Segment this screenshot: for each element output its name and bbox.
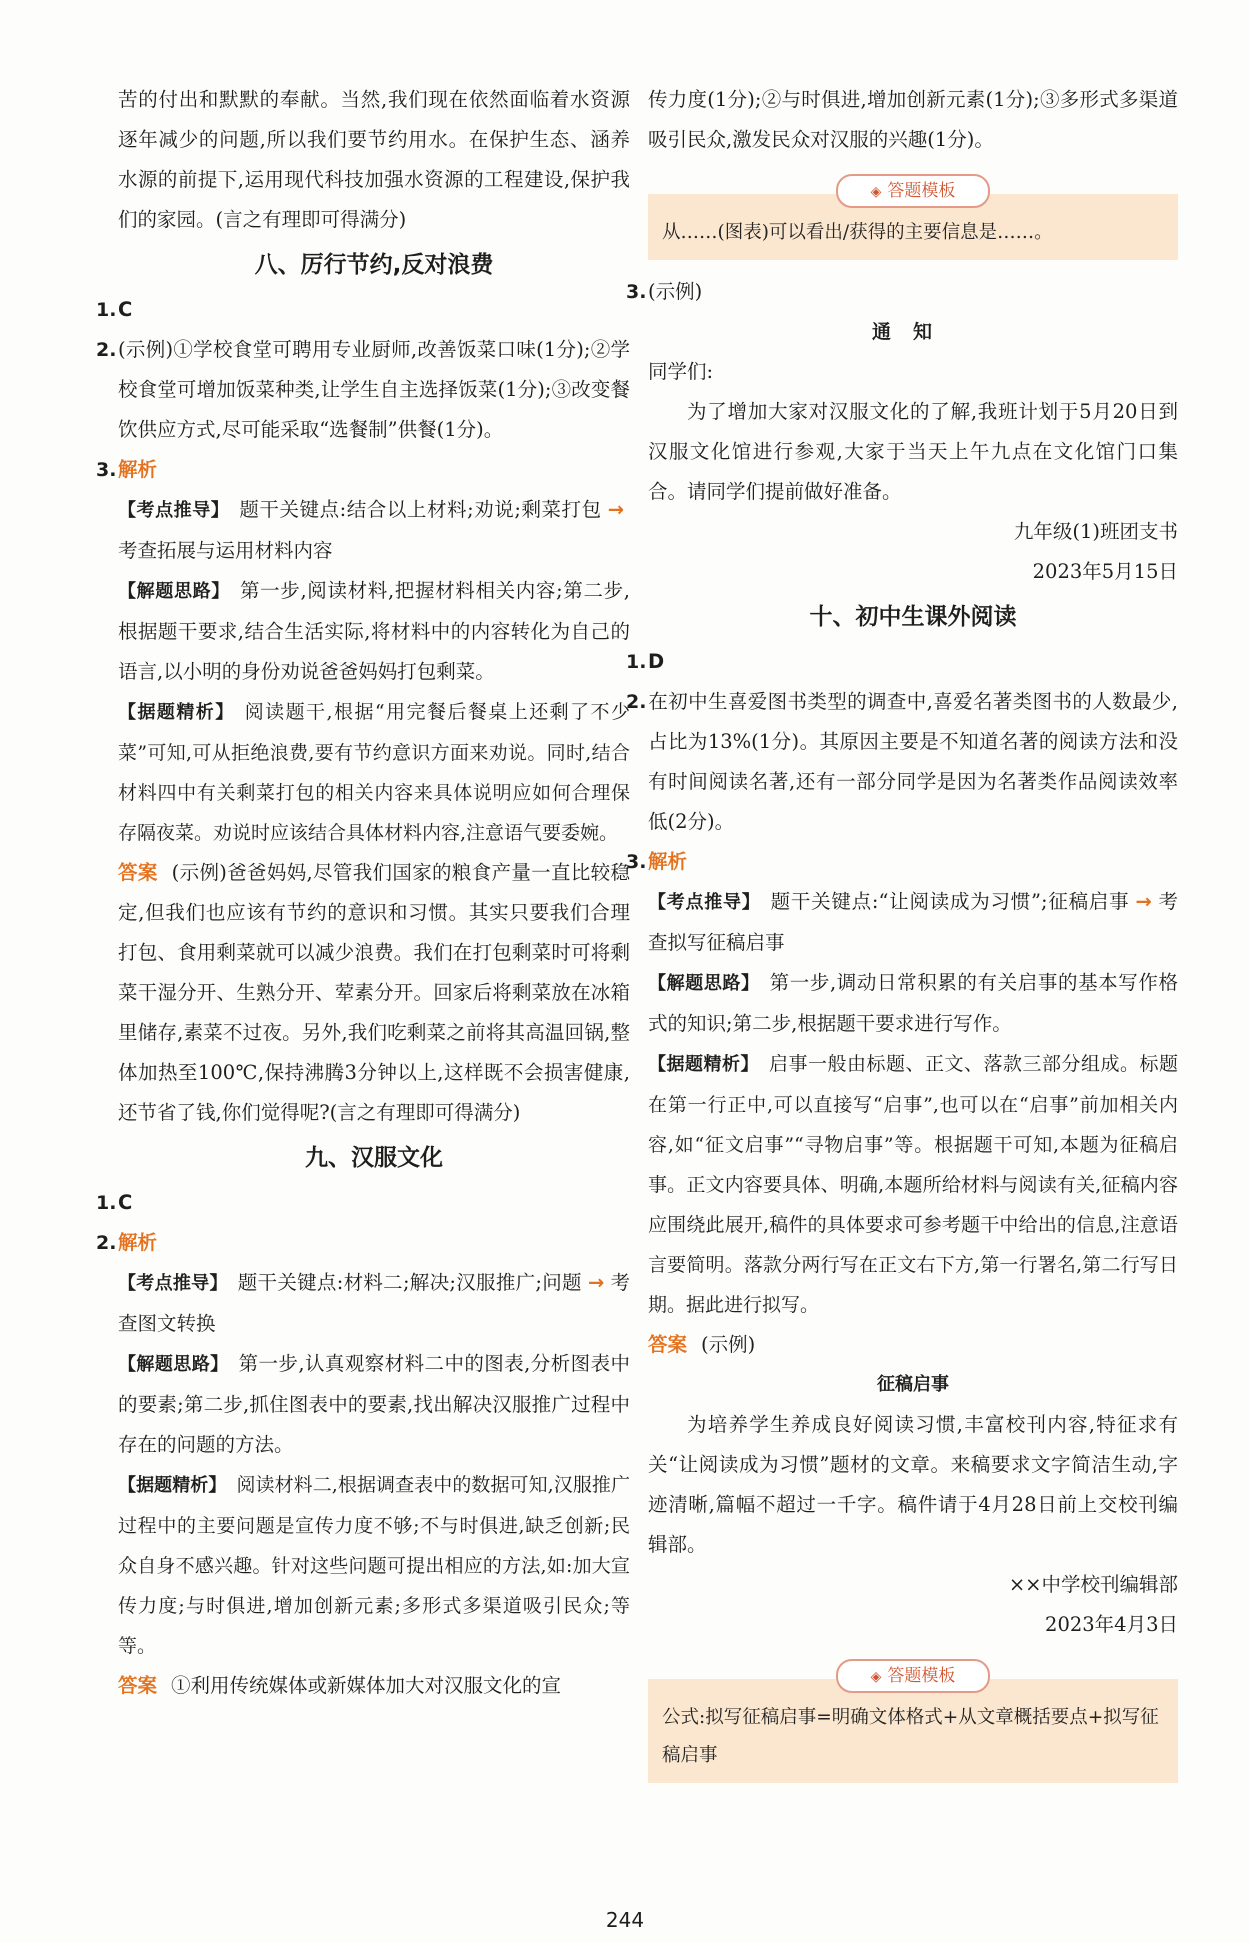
section-8-title: 八、厉行节约,反对浪费 [254,252,494,278]
sec10-jieti: 【解题思路】 第一步,调动日常积累的有关启事的基本写作格式的知识;第二步,根据题干要求进行写作。 [648,971,1179,1035]
sec10-q3: 3.解析 [648,842,1178,882]
notice-greeting: 同学们: [648,360,714,383]
sec9-answer-continued: 传力度(1分);②与时俱进,增加创新元素(1分);③多形式多渠道吸引民众,激发民众对汉服的兴趣(1分)。 [648,88,1178,151]
template-text: 公式:拟写征稿启事=明确文体格式+从文章概括要点+拟写征稿启事 [648,1679,1178,1783]
sec9-kaodian: 【考点推导】 题干关键点:材料二;解决;汉服推广;问题 → 考查图文转换 [118,1271,630,1335]
section-9-title: 九、汉服文化 [305,1145,443,1171]
question-number: 1. [96,1192,117,1214]
question-number: 1. [626,651,647,673]
notice-date: 2023年5月15日 [1032,560,1178,583]
zhenggao-body: 为培养学生养成良好阅读习惯,丰富校刊内容,特征求有关“让阅读成为习惯”题材的文章。来稿要求文字简洁生动,字迹清晰,篇幅不超过一千字。稿件请于4月28日前上交校刊编辑部。 [648,1413,1178,1556]
sec8-q3: 3.解析 [118,450,630,490]
right-column [626,80,1179,1795]
arrow-icon: → [1135,890,1152,913]
zhenggao-signature: ××中学校刊编辑部 [1008,1573,1178,1596]
question-number: 2. [96,1232,117,1254]
arrow-icon: → [607,498,625,521]
sec9-jieti: 【解题思路】 第一步,认真观察材料二中的图表,分析图表中的要素;第二步,抓住图表中的要素,找出解决汉服推广过程中存在的问题的方法。 [118,1352,630,1456]
arrow-icon: → [587,1271,605,1294]
intro-paragraph: 苦的付出和默默的奉献。当然,我们现在依然面临着水资源逐年减少的问题,所以我们要节约用水。在保护生态、涵养水源的前提下,运用现代科技加强水资源的工程建设,保护我们的家园。(言之有理即可得满分) [118,88,630,231]
template-badge: ◈ 答题模板 [836,174,990,208]
sec8-kaodian: 【考点推导】 题干关键点:结合以上材料;劝说;剩菜打包 →考查拓展与运用材料内容 [118,498,625,562]
layers-icon: ◈ [870,1669,882,1685]
sec10-answer: 答案 (示例) [648,1333,756,1356]
question-number: 2. [96,339,117,361]
sec9-answer: 答案 ①利用传统媒体或新媒体加大对汉服文化的宣 [118,1674,562,1697]
template-badge: ◈ 答题模板 [836,1659,990,1693]
sec8-q1: 1.C [118,290,630,330]
notice-body: 为了增加大家对汉服文化的了解,我班计划于5月20日到汉服文化馆进行参观,大家于当天上午九点在文化馆门口集合。请同学们提前做好准备。 [648,400,1178,503]
notice-title: 通知 [871,321,954,343]
question-number: 3. [96,459,117,481]
left-column [96,80,631,1706]
zhenggao-title: 征稿启事 [877,1374,949,1395]
notice-signature: 九年级(1)班团支书 [1013,520,1178,543]
page-number: 244 [605,1908,645,1932]
answer-template-box-2 [648,1659,1178,1783]
sec10-q1: 1.D [648,642,1178,682]
question-number: 3. [626,281,647,303]
sec9-jingxi: 【据题精析】 阅读材料二,根据调查表中的数据可知,汉服推广过程中的主要问题是宣传力度不够;不与时俱进,缺乏创新;民众自身不感兴趣。针对这些问题可提出相应的方法,如:加大宣传力度;与时俱进,增加创新元素;多形式多渠道吸引民众;等等。 [118,1474,631,1657]
sec8-q2: 2.(示例)①学校食堂可聘用专业厨师,改善饭菜口味(1分);②学校食堂可增加饭菜种类,让学生自主选择饭菜(1分);③改变餐饮供应方式,尽可能采取“选餐制”供餐(1分)。 [118,330,630,450]
section-10-title: 十、初中生课外阅读 [809,604,1017,630]
sec8-answer: 答案 (示例)爸爸妈妈,尽管我们国家的粮食产量一直比较稳定,但我们也应该有节约的意识和习惯。其实只要我们合理打包、食用剩菜就可以减少浪费。我们在打包剩菜时可将剩菜干湿分开、生熟分开、荤素分开。回家后将剩菜放在冰箱里储存,素菜不过夜。另外,我们吃剩菜之前将其高温回锅,整体加热至100℃,保持沸腾3分钟以上,这样既不会损害健康,还节省了钱,你们觉得呢?(言之有理即可得满分) [118,861,630,1124]
sec10-q2: 2.在初中生喜爱图书类型的调查中,喜爱名著类图书的人数最少,占比为13%(1分)。其原因主要是不知道名著的阅读方法和没有时间阅读名著,还有一部分同学是因为名著类作品阅读效率低(2分)。 [648,682,1178,842]
question-number: 1. [96,299,117,321]
sec9-q2: 2.解析 [118,1223,630,1263]
sec10-kaodian: 【考点推导】 题干关键点:“让阅读成为习惯”;征稿启事 → 考查拟写征稿启事 [648,890,1178,954]
question-number: 3. [626,851,647,873]
sec8-jieti: 【解题思路】 第一步,阅读材料,把握材料相关内容;第二步,根据题干要求,结合生活实际,将材料中的内容转化为自己的语言,以小明的身份劝说爸爸妈妈打包剩菜。 [118,579,631,683]
layers-icon: ◈ [870,184,882,200]
zhenggao-date: 2023年4月3日 [1045,1613,1178,1636]
question-number: 2. [626,691,647,713]
answer-template-box [648,174,1178,260]
sec9-q3: 3.(示例) [648,272,1178,312]
sec8-jingxi: 【据题精析】 阅读题干,根据“用完餐后餐桌上还剩了不少菜”可知,可从拒绝浪费,要有节约意识方面来劝说。同时,结合材料四中有关剩菜打包的相关内容来具体说明应如何合理保存隔夜菜。劝说时应该结合具体材料内容,注意语气要委婉。 [118,701,630,844]
sec10-jingxi: 【据题精析】 启事一般由标题、正文、落款三部分组成。标题在第一行正中,可以直接写“启事”,也可以在“启事”前加相关内容,如“征文启事”“寻物启事”等。根据题干可知,本题为征稿启事。正文内容要具体、明确,本题所给材料与阅读有关,征稿内容应围绕此展开,稿件的具体要求可参考题干中给出的信息,注意语言要简明。落款分两行写在正文右下方,第一行署名,第二行写日期。据此进行拟写。 [648,1053,1178,1316]
template-text: 从……(图表)可以看出/获得的主要信息是……。 [648,194,1178,260]
sec9-q1: 1.C [118,1183,630,1223]
